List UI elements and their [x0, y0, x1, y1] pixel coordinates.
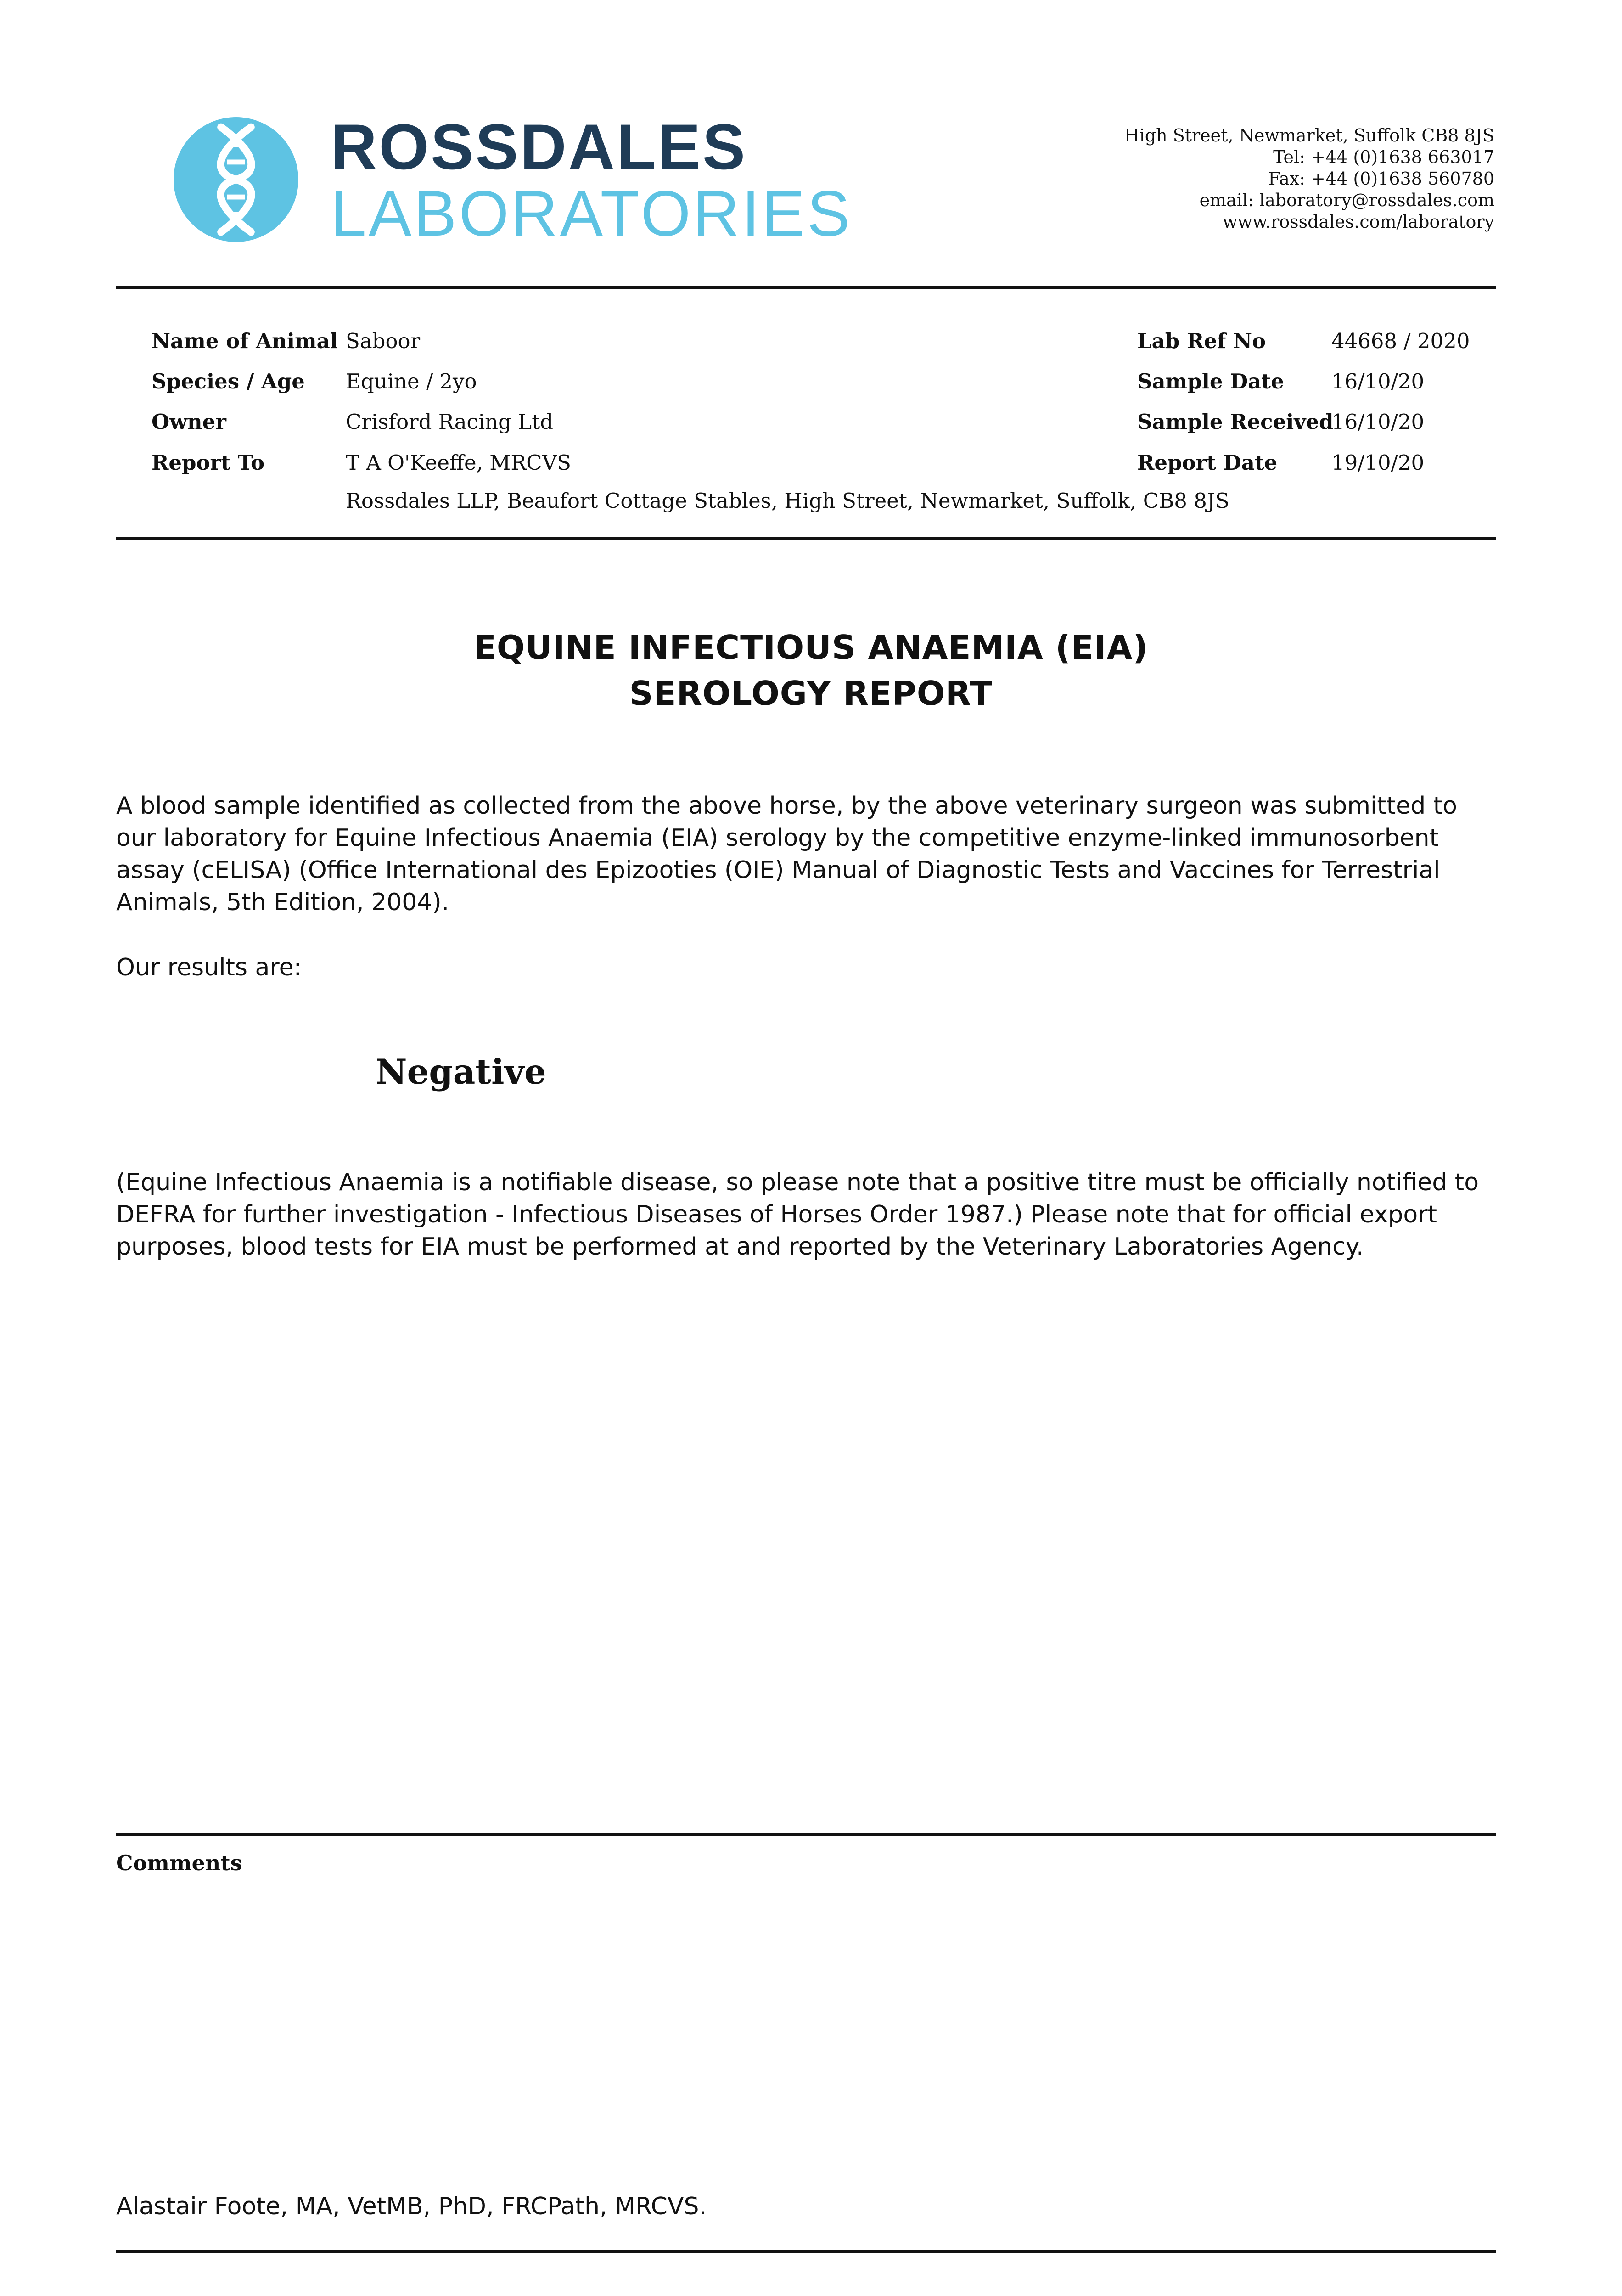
- contact-email: email: laboratory@rossdales.com: [1199, 190, 1494, 210]
- species-age-value: Equine / 2yo: [346, 369, 477, 394]
- lab-ref-value: 44668 / 2020: [1331, 329, 1470, 353]
- name-of-animal-value: Saboor: [346, 329, 421, 353]
- sample-received-value: 16/10/20: [1331, 410, 1425, 434]
- sample-date-label: Sample Date: [1137, 369, 1284, 394]
- test-result: Negative: [376, 1052, 546, 1092]
- report-to-address: Rossdales LLP, Beaufort Cottage Stables, High Street, Newmarket, Suffolk, CB8 8JS: [346, 489, 1229, 513]
- logo-wordmark-line1: ROSSDALES: [331, 111, 747, 183]
- logo-wordmark-line2: LABORATORIES: [331, 177, 853, 249]
- report-date-value: 19/10/20: [1331, 450, 1425, 475]
- notifiable-disease-note: (Equine Infectious Anaemia is a notifiable disease, so please note that a positive titre must be officially notified to DEFRA for further investigation - Infectious Diseases of Horses Order 1987.) Please note that for official export purposes, blood tests for EIA must be performed at and reported by the Veterinary Laboratories Agency.: [116, 1169, 1479, 1261]
- contact-block: [1124, 125, 1494, 233]
- comments-label: Comments: [116, 1851, 242, 1875]
- signature-line: Alastair Foote, MA, VetMB, PhD, FRCPath, MRCVS.: [116, 2193, 707, 2220]
- name-of-animal-label: Name of Animal: [152, 329, 338, 353]
- sample-date-value: 16/10/20: [1331, 369, 1425, 394]
- results-intro: Our results are:: [116, 954, 302, 981]
- comments-divider: [116, 1833, 1496, 1836]
- species-age-label: Species / Age: [152, 369, 305, 394]
- report-title-line2: SEROLOGY REPORT: [629, 674, 993, 713]
- report-to-value: T A O'Keeffe, MRCVS: [346, 450, 571, 475]
- contact-website: www.rossdales.com/laboratory: [1222, 212, 1494, 232]
- owner-label: Owner: [152, 410, 226, 434]
- owner-value: Crisford Racing Ltd: [346, 410, 553, 434]
- contact-address: High Street, Newmarket, Suffolk CB8 8JS: [1124, 125, 1494, 146]
- details-divider: [116, 537, 1496, 540]
- report-date-label: Report Date: [1137, 450, 1278, 475]
- header-divider: [116, 286, 1496, 289]
- report-title-line1: EQUINE INFECTIOUS ANAEMIA (EIA): [473, 628, 1149, 667]
- dna-helix-icon: [174, 117, 298, 242]
- contact-tel: Tel: +44 (0)1638 663017: [1273, 147, 1494, 167]
- report-to-label: Report To: [152, 450, 265, 475]
- lab-ref-label: Lab Ref No: [1137, 329, 1266, 353]
- intro-paragraph: A blood sample identified as collected from the above horse, by the above veterinary surgeon was submitted to our laboratory for Equine Infectious Anaemia (EIA) serology by the competitive enzyme-linked immunosorbent assay (cELISA) (Office International des Epizooties (OIE) Manual of Diagnostic Tests and Vaccines for Terrestrial Animals, 5th Edition, 2004).: [116, 792, 1457, 916]
- footer-divider: [116, 2250, 1496, 2253]
- contact-fax: Fax: +44 (0)1638 560780: [1268, 169, 1494, 189]
- sample-received-label: Sample Received: [1137, 410, 1334, 434]
